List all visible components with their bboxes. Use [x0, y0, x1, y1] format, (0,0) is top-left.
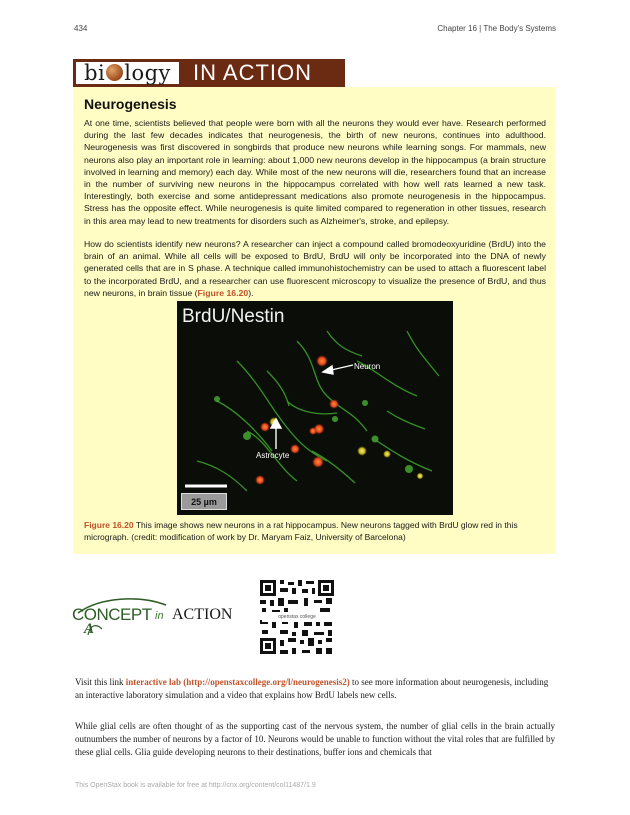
- yellow-cell: [417, 473, 424, 480]
- brdu-micrograph: [177, 301, 453, 515]
- scale-label: 25 µm: [181, 493, 227, 510]
- biology-logo-text-start: bi: [84, 60, 106, 85]
- neuron-label: Neuron: [354, 362, 381, 371]
- feature-paragraph-2-text: How do scientists identify new neurons? A researcher can inject a compound called bromodeoxyuridine (BrdU) into the brain of an animal. While all cells will be exposed to BrdU, BrdU will only be incorporated into the DNA of newly generated cells that are in S phase. A technique called immunohistochemistry can be used to attach a fluorescent label to the incorporated BrdU, and a researcher can use fluorescent microscopy to visualize the presence of BrdU, and thus new neurons, in brain tissue (: [84, 239, 546, 298]
- yellow-cell: [383, 450, 391, 458]
- yellow-cell: [357, 446, 367, 456]
- red-cell: [329, 399, 339, 409]
- feature-paragraph-2-end: ).: [248, 287, 254, 298]
- interactive-lab-link[interactable]: interactive lab (http://openstaxcollege.org/l/neurogenesis2): [125, 677, 350, 687]
- biology-logo-text-end: logy: [124, 60, 171, 85]
- arrow-icon: [323, 365, 353, 374]
- red-cell: [316, 355, 328, 367]
- concept-a-letter: A: [84, 621, 95, 637]
- page-number: 434: [74, 24, 88, 33]
- micrograph-image: [177, 301, 453, 515]
- concept-in-action-logo: [70, 595, 240, 640]
- globe-icon: [106, 64, 123, 81]
- biology-logo: [76, 62, 179, 84]
- caption-text: This image shows new neurons in a rat hippocampus. New neurons tagged with BrdU glow red in this micrograph. (credit: modification of work by Dr. Maryam Faiz, University of Barcelona): [84, 520, 518, 542]
- feature-paragraph-2: [84, 238, 546, 299]
- visit-paragraph: [75, 676, 555, 701]
- biology-in-action-banner: [73, 59, 345, 87]
- feature-paragraph-1: At one time, scientists believed that people were born with all the neurons they would ever have. Research performed during the last few decades indicates that neurogenesis, the birth of new neurons, continues into adulthood. Neurogenesis was first discovered in songbirds that produce new neurons while learning songs. For mammals, new neurons also play an important role in learning: about 1,000 new neurons develop in the hippocampus (a brain structure involved in learning and memory) each day. While most of the new neurons will die, researchers found that an increase in the number of surviving new neurons in the hippocampus correlated with how well rats learned a new task. Interestingly, both exercise and some antidepressant medications also promote neurogenesis in the hippocampus. Stress has the opposite effect. While neurogenesis is quite limited compared to regeneration in other tissues, research in this area may lead to new treatments for disorders such as Alzheimer's, stroke, and epilepsy.: [84, 118, 546, 226]
- figure-label: Figure 16.20: [84, 520, 134, 530]
- red-cell: [290, 444, 300, 454]
- figure-16-20-link[interactable]: Figure 16.20: [197, 287, 249, 298]
- footer-note: This OpenStax book is available for free at http://cnx.org/content/col11487/1.9: [75, 782, 316, 789]
- action-text: ACTION: [172, 606, 233, 623]
- feature-title: Neurogenesis: [84, 96, 177, 112]
- in-action-label: IN ACTION: [193, 60, 313, 85]
- chapter-header: Chapter 16 | The Body's Systems: [437, 24, 556, 33]
- red-cell: [260, 422, 270, 432]
- figure-caption: [84, 520, 546, 543]
- micrograph-title: BrdU/Nestin: [182, 306, 285, 327]
- visit-text-end: to see more information about neurogenesis, including an interactive laboratory simulation and a video that explains how BrdU labels new cells.: [75, 677, 549, 700]
- body-paragraph: While glial cells are often thought of as the supporting cast of the nervous system, the number of glial cells in the brain actually outnumbers the number of neurons by a factor of 10. Neurons would be unable to function without the vital roles that are fulfilled by these glial cells. Glia guide developing neurons to their destinations, buffer ions and chemicals that: [75, 721, 555, 757]
- red-cell: [309, 427, 317, 435]
- openstax-qr-band: openstax college: [262, 612, 332, 622]
- in-text: in: [155, 610, 164, 622]
- astrocyte-label: Astrocyte: [256, 451, 290, 460]
- concept-text: CONCEPT: [72, 605, 152, 624]
- red-cell: [255, 475, 265, 485]
- red-cell: [312, 456, 324, 468]
- feature-box: [73, 87, 555, 554]
- visit-text-start: Visit this link: [75, 677, 126, 687]
